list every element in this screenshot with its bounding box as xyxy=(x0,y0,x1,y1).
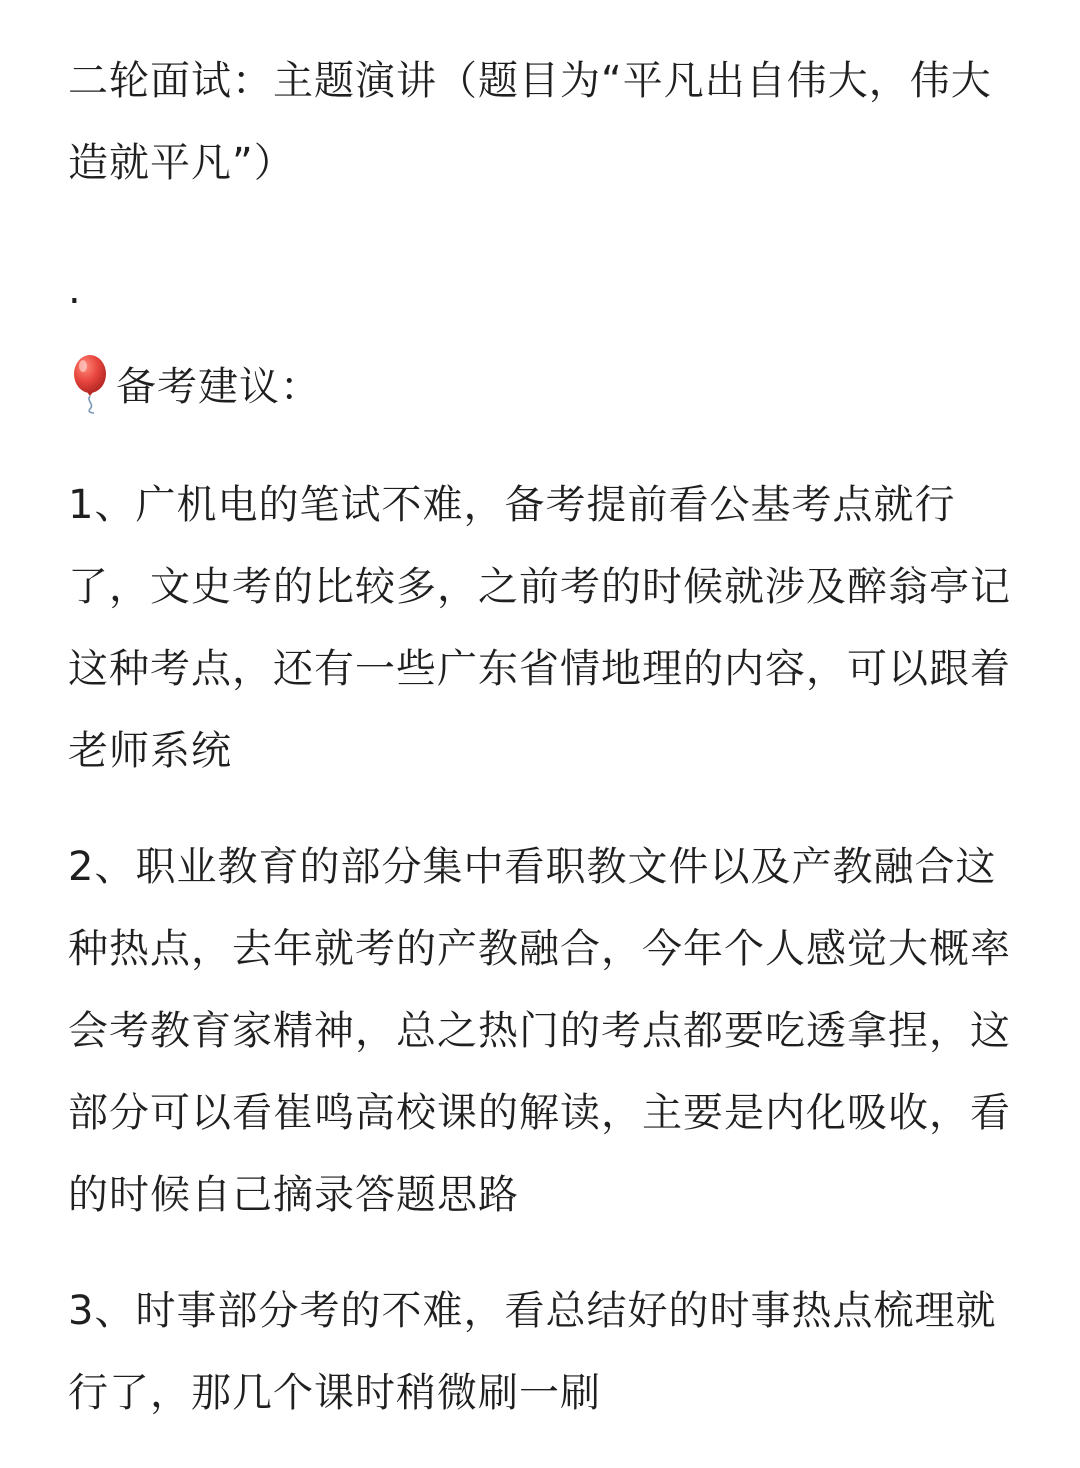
balloon-icon xyxy=(68,354,112,414)
prep-tips-heading xyxy=(68,346,1028,428)
tip-item-2: 2、职业教育的部分集中看职教文件以及产教融合这种热点，去年就考的产教融合，今年个人感觉大概率会考教育家精神，总之热门的考点都要吃透拿捏，这部分可以看崔鸣高校课的解读，主要是内化吸收，看的时候自己摘录答题思路 xyxy=(68,844,1011,1218)
tip-item-1: 1、广机电的笔试不难，备考提前看公基考点就行了，文史考的比较多，之前考的时候就涉及醉翁亭记这种考点，还有一些广东省情地理的内容，可以跟着老师系统 xyxy=(68,482,1011,774)
tip-item-3: 3、时事部分考的不难，看总结好的时事热点梳理就行了，那几个课时稍微刷一刷 xyxy=(68,1288,997,1416)
interview-round-two-text: 二轮面试：主题演讲（题目为“平凡出自伟大，伟大造就平凡”） xyxy=(68,58,992,186)
prep-tips-title: 备考建议： xyxy=(116,364,321,410)
note-content xyxy=(68,40,1028,1468)
separator-dot: . xyxy=(68,267,82,313)
